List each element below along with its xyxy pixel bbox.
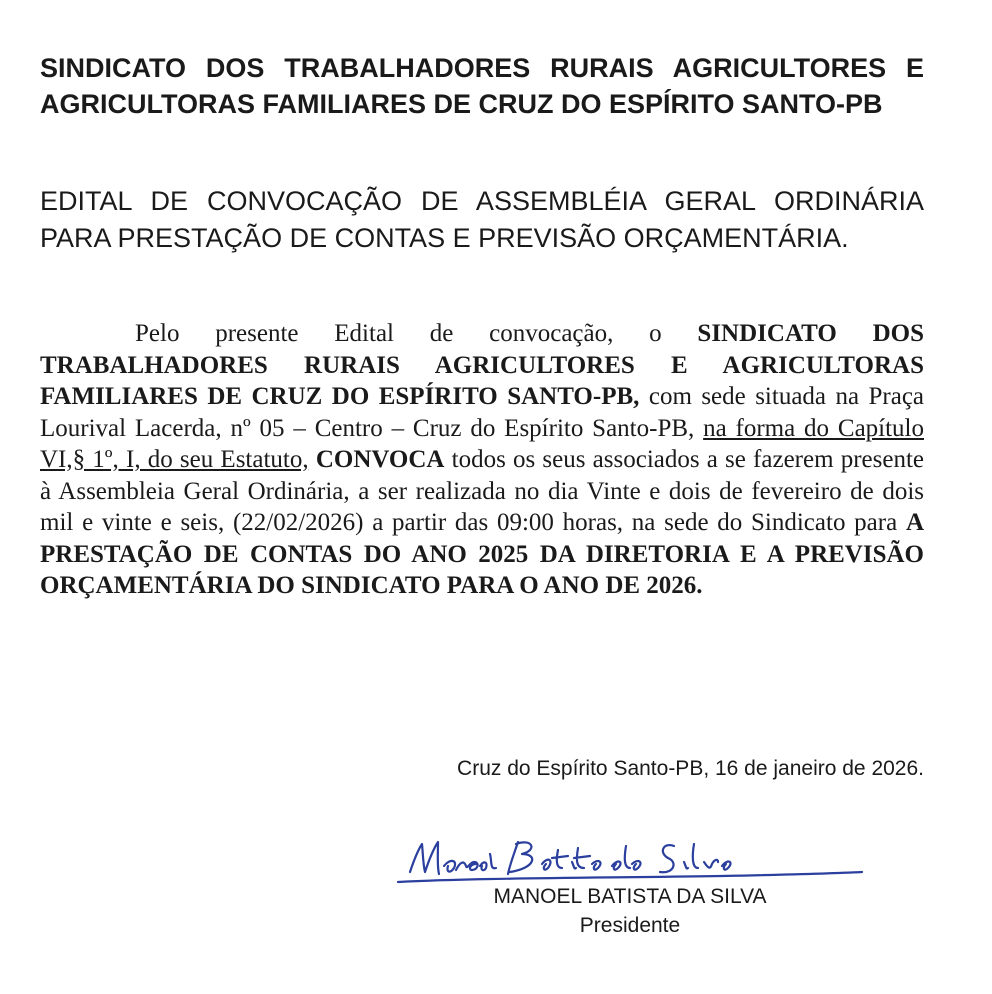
convoca-word: CONVOCA <box>315 446 445 473</box>
address-text: com sede situada na Praça Lourival Lacerda, nº 05 – Centro – Cruz do Espírito Santo-PB, <box>40 383 925 442</box>
place-and-date: Cruz do Espírito Santo-PB, 16 de janeiro de 2026. <box>457 757 924 780</box>
meeting-purpose: A PRESTAÇÃO DE CONTAS DO ANO 2025 DA DIRETORIA E A PREVISÃO ORÇAMENTÁRIA DO SINDICATO PARA O ANO DE 2026. <box>40 509 924 599</box>
convocation-paragraph <box>40 318 924 602</box>
statute-reference: na forma do Capítulo VI,§ 1º, I, do seu Estatuto, <box>40 414 924 473</box>
spacer-text <box>309 446 316 473</box>
intro-text: Pelo presente Edital de convocação, o <box>135 320 698 347</box>
signer-role: Presidente <box>579 914 681 937</box>
organization-title: SINDICATO DOS TRABALHADORES RURAIS AGRICULTORES E AGRICULTORAS FAMILIARES DE CRUZ DO ESPÍRITO SANTO-PB <box>40 53 924 119</box>
meeting-details: todos os seus associados a se fazerem presente à Assembleia Geral Ordinária, a ser realizada no dia Vinte e dois de fevereiro de dois mil e vinte e seis, (22/02/2026) a partir das 09:00 horas, na sede do Sindicato para <box>40 446 925 536</box>
union-name: SINDICATO DOS TRABALHADORES RURAIS AGRICULTORES E AGRICULTORAS FAMILIARES DE CRUZ DO ESPÍRITO SANTO-PB, <box>40 320 924 410</box>
signer-name: MANOEL BATISTA DA SILVA <box>493 885 767 908</box>
edital-title: EDITAL DE CONVOCAÇÃO DE ASSEMBLÉIA GERAL ORDINÁRIA PARA PRESTAÇÃO DE CONTAS E PREVISÃO ORÇAMENTÁRIA. <box>40 186 924 253</box>
